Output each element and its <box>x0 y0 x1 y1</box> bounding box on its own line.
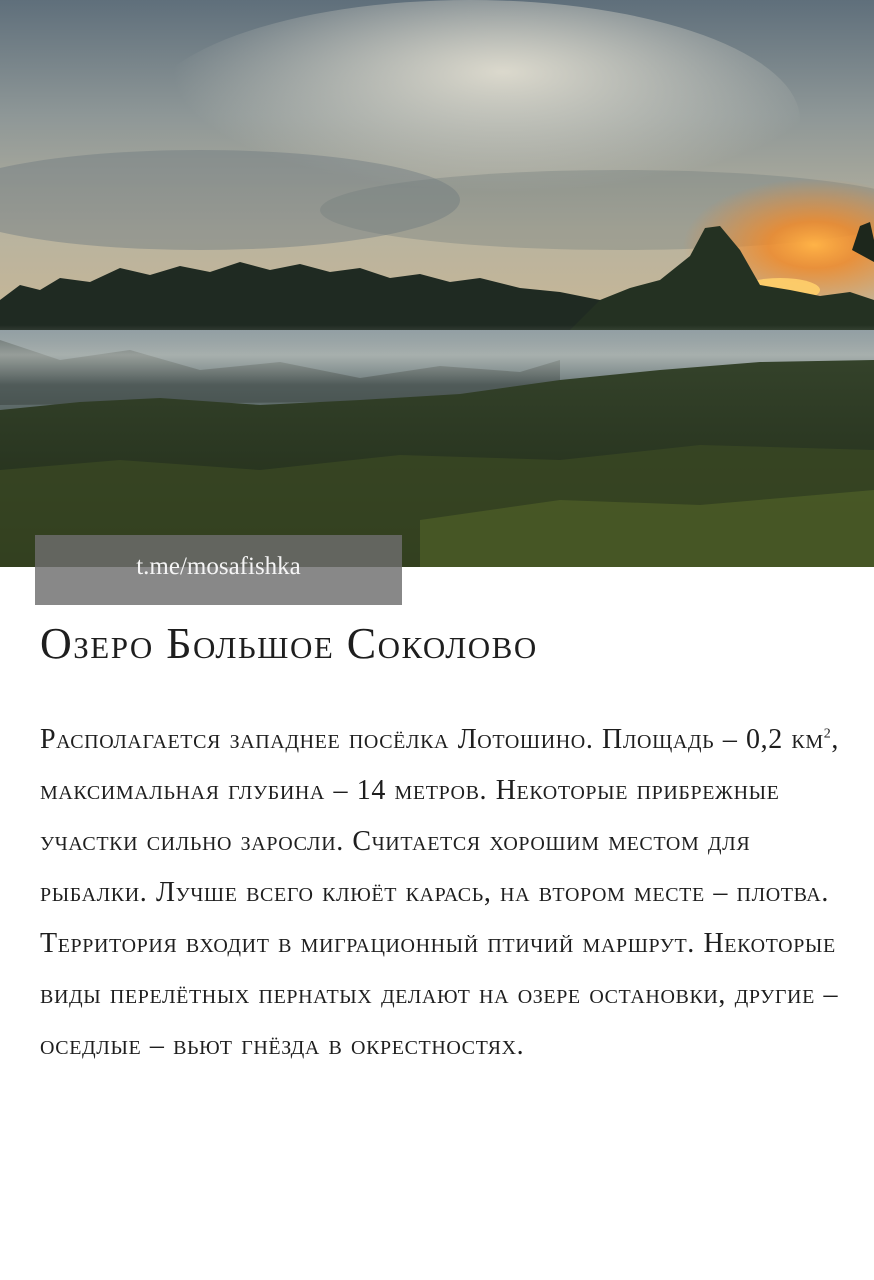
article-body <box>40 714 860 1071</box>
article-title: Озеро Большое Соколово <box>40 619 538 668</box>
lake-sunset-photo <box>0 0 874 567</box>
lake-sunset-photo-graphic <box>0 0 874 567</box>
watermark-text: t.me/mosafishka <box>136 553 301 580</box>
area-unit-superscript: 2 <box>823 726 832 742</box>
article-body-part-1: Располагается западнее посёлка Лотошино. Площадь – 0,2 км <box>40 724 824 755</box>
channel-watermark <box>35 535 402 605</box>
article-body-part-2: , максимальная глубина – 14 метров. Некоторые прибрежные участки сильно заросли. Считается хорошим местом для рыбалки. Лучше всего клюёт карась, на втором месте – плотва. Территория входит в миграционный птичий маршрут. Некоторые виды перелётных пернатых делают на озере остановки, другие – оседлые – вьют гнёзда в окрестностях. <box>40 724 839 1061</box>
